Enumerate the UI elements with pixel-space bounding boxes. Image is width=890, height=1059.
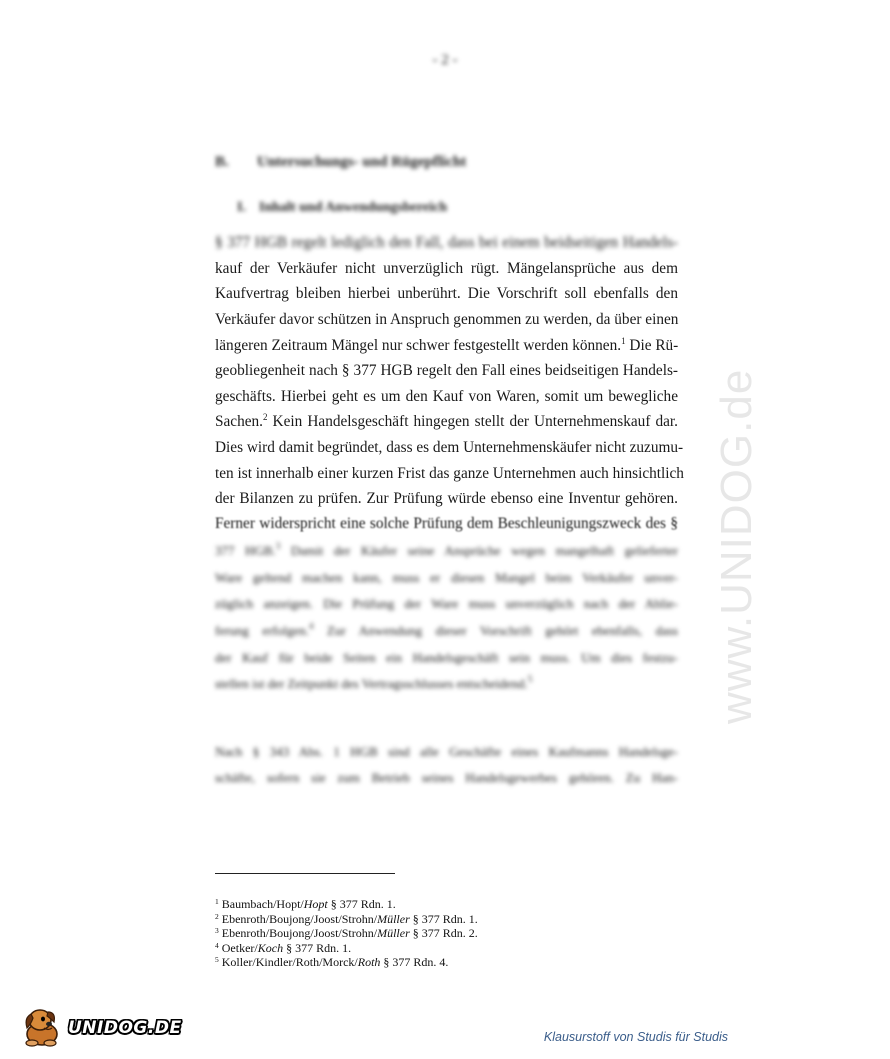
footnote-text: § 377 Rdn. 4.: [380, 955, 449, 969]
text-run: Zur Anwendung dieser Vorschrift gehört ebenfalls, dass: [313, 623, 678, 638]
footnote-ref: 4: [309, 621, 314, 631]
footnote-number: 4: [215, 940, 219, 950]
footnote-separator: [215, 873, 395, 874]
text-line-blurred: Nach § 343 Abs. 1 HGB sind alle Geschäfte eines Kaufmanns Handelsge-: [215, 744, 678, 759]
footnote-ref[interactable]: 2: [263, 412, 268, 422]
logo-text: UNIDOG.DE: [68, 1018, 182, 1038]
subsection-number: I.: [237, 200, 246, 215]
text-line-blurred: schäfte, sofern sie zum Betrieb seines Handelsgewerbes gehören. Zu Han-: [215, 770, 678, 785]
footnote-number: 5: [215, 955, 219, 964]
text-line: [215, 409, 678, 434]
text-run: ferung erfolgen.: [215, 623, 309, 638]
section-heading: [215, 154, 466, 171]
text-run: stellen ist der Zeitpunkt des Vertragsschlusses entscheidend.: [215, 676, 528, 691]
footnote-text: Ebenroth/Boujong/Joost/Strohn/: [221, 926, 378, 940]
footnote-text: § 377 Rdn. 1.: [409, 911, 478, 926]
footnote: [215, 941, 478, 956]
footnote-text: Ebenroth/Boujong/Joost/Strohn/: [221, 911, 378, 926]
footnote-author: Roth: [357, 955, 381, 969]
text-line: kauf der Verkäufer nicht unverzüglich rügt. Mängelansprüche aus dem: [215, 260, 678, 277]
watermark: www.UNIDOG.de: [712, 368, 761, 724]
subsection-title: Inhalt und Anwendungsbereich: [259, 200, 448, 215]
text-line: Kaufvertrag bleiben hierbei unberührt. Die Vorschrift soll ebenfalls den: [215, 285, 678, 302]
subsection-heading: [237, 200, 447, 216]
text-line-blurred: züglich anzeigen. Die Prüfung der Ware muss unverzüglich nach der Ablie-: [215, 596, 678, 611]
text-run: Kein Handelsgeschäft hingegen stellt der Unternehmenskauf dar.: [267, 413, 678, 430]
footnote: [215, 912, 478, 927]
footnote-text: § 377 Rdn. 1.: [283, 940, 352, 955]
tagline: Klausurstoff von Studis für Studis: [543, 1030, 728, 1044]
text-run: Sachen.: [215, 413, 263, 430]
text-line-blurred: der Kauf für beide Seiten ein Handelsgeschäft sein muss. Um dies festzu-: [215, 650, 678, 665]
text-run: Damit der Käufer seine Ansprüche wegen mangelhaft gelieferter: [280, 543, 679, 558]
page-number: - 2 -: [432, 52, 458, 68]
footnote: [215, 926, 478, 941]
footnote-text: Baumbach/Hopt/: [221, 897, 304, 911]
text-line-blurred: [215, 671, 678, 697]
footnote-author: Müller: [377, 911, 410, 926]
text-line: ten ist innerhalb einer kurzen Frist das ganze Unternehmen auch hinsichtlich: [215, 465, 684, 482]
footnote: [215, 897, 478, 912]
footnote-ref: 5: [527, 674, 533, 684]
footnote-number: 2: [215, 911, 219, 921]
footnote-ref: 3: [275, 541, 281, 551]
footnote-text: § 377 Rdn. 2.: [409, 926, 478, 940]
footnote-author: Koch: [257, 940, 284, 955]
footnote-number: 1: [215, 897, 219, 906]
text-run: längeren Zeitraum Mängel nur schwer festgestellt werden können.: [215, 337, 622, 354]
footnote-ref[interactable]: 1: [621, 336, 626, 346]
footnotes: [215, 897, 478, 970]
text-line: Dies wird damit begründet, dass es dem Unternehmenskäufer nicht zuzumu-: [215, 439, 684, 456]
unidog-logo[interactable]: [20, 1004, 182, 1048]
text-line-blurred: [215, 538, 678, 564]
text-run: 377 HGB.: [215, 543, 276, 558]
footnote-text: Oetker/: [221, 940, 258, 955]
text-line-blurred: Ware geltend machen kann, muss er diesen Mangel beim Verkäufer unver-: [215, 570, 678, 585]
footnote-text: § 377 Rdn. 1.: [327, 897, 396, 911]
text-line-blurred: [215, 618, 678, 644]
text-line: geobliegenheit nach § 377 HGB regelt den Fall eines beidseitigen Handels-: [215, 362, 678, 379]
text-line: Ferner widerspricht eine solche Prüfung dem Beschleunigungszweck des §: [215, 515, 678, 532]
text-line-blurred: § 377 HGB regelt lediglich den Fall, dass bei einem beidseitigen Handels-: [215, 234, 678, 251]
footnote: [215, 955, 478, 970]
text-run: Die Rü-: [625, 337, 679, 354]
dog-mascot-icon: [20, 1004, 68, 1048]
footnote-text: Koller/Kindler/Roth/Morck/: [221, 955, 358, 969]
section-title: Untersuchungs- und Rügepflicht: [257, 154, 467, 170]
footnote-author: Hopt: [303, 897, 328, 911]
footnote-author: Müller: [377, 926, 410, 940]
footnote-number: 3: [215, 926, 219, 935]
section-number: B.: [215, 154, 229, 170]
text-line: der Bilanzen zu prüfen. Zur Prüfung würde ebenso eine Inventur gehören.: [215, 490, 678, 507]
text-line: Verkäufer davor schützen in Anspruch genommen zu werden, da über einen: [215, 311, 679, 328]
text-line: geschäfts. Hierbei geht es um den Kauf von Waren, somit um bewegliche: [215, 388, 678, 405]
text-line: [215, 333, 678, 358]
